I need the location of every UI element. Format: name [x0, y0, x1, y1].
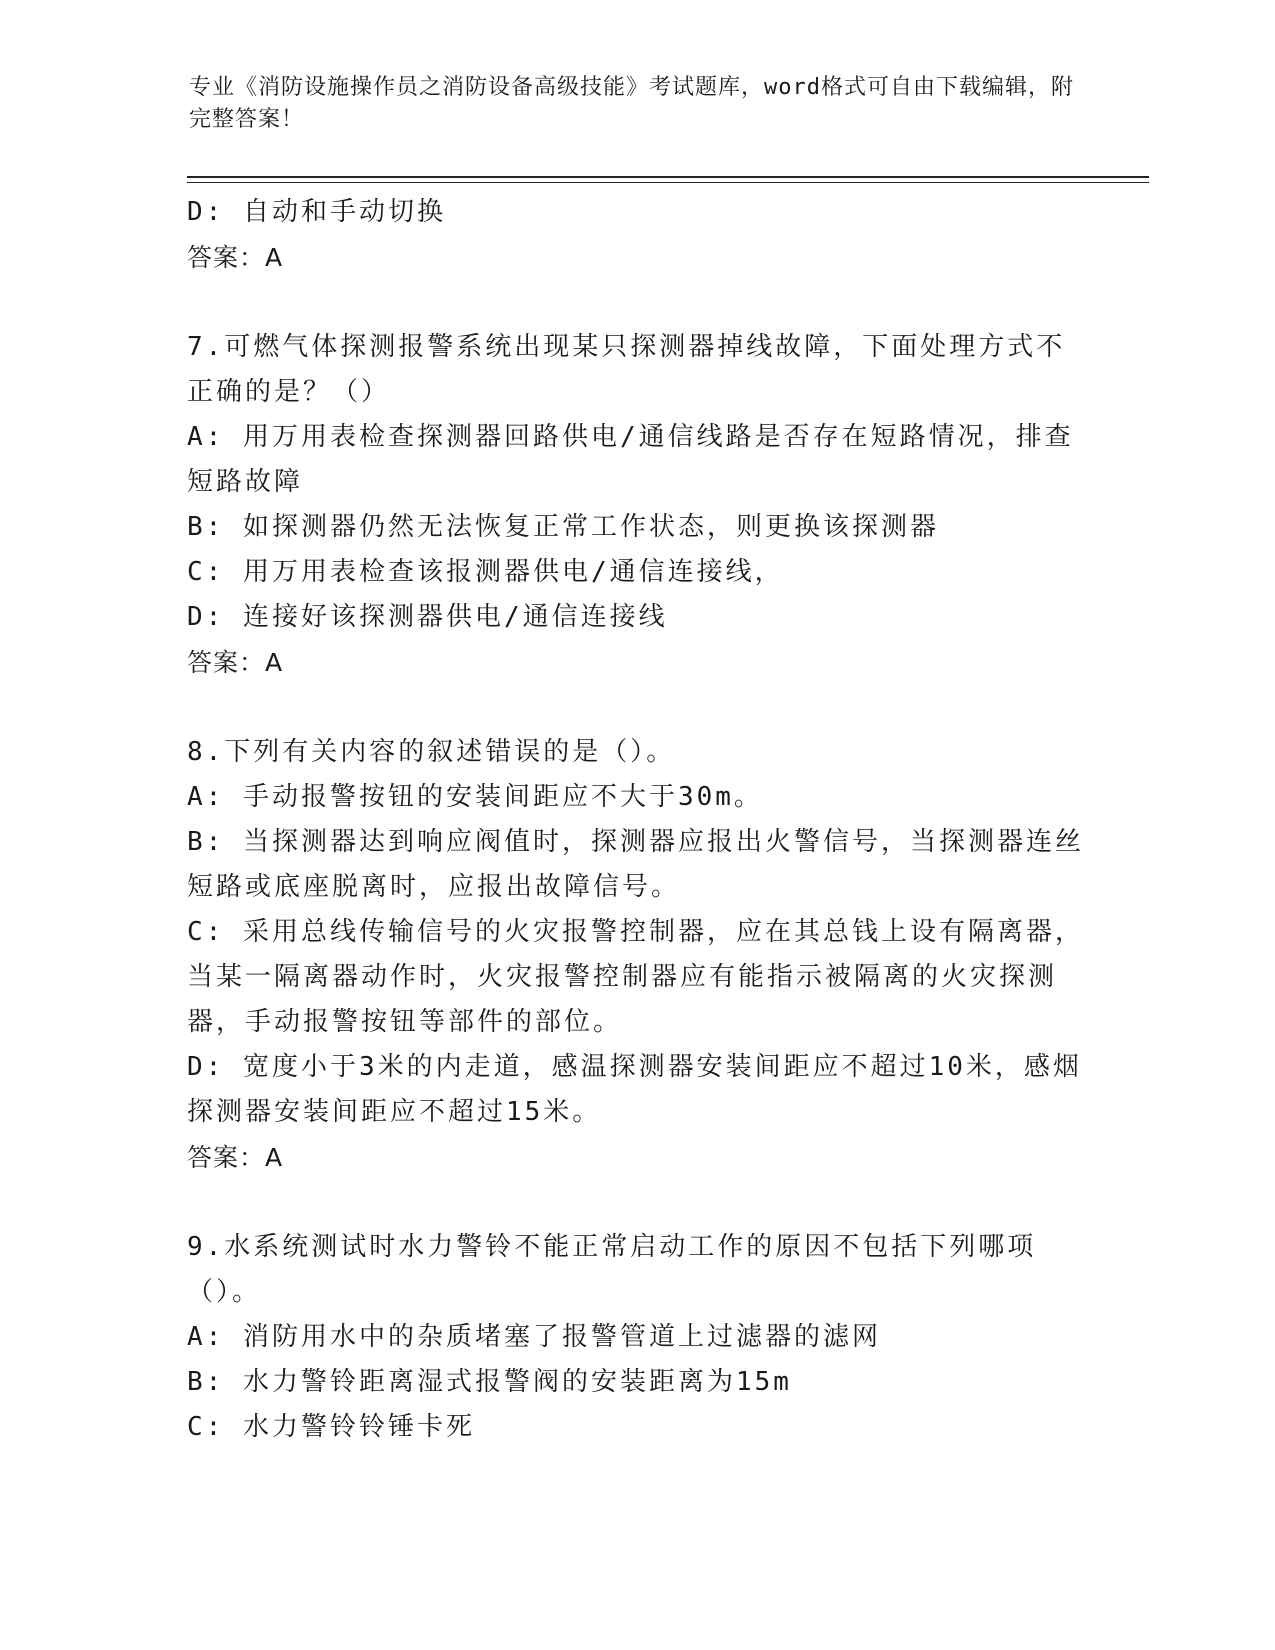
- question-content: [187, 190, 1087, 1450]
- q9-option-a: A: 消防用水中的杂质堵塞了报警管道上过滤器的滤网: [187, 1322, 881, 1352]
- q7-option-b: B: 如探测器仍然无法恢复正常工作状态，则更换该探测器: [187, 512, 939, 542]
- prev-answer: 答案：A: [187, 243, 284, 272]
- q7-question: 7.可燃气体探测报警系统出现某只探测器掉线故障，下面处理方式不正确的是？（）: [187, 332, 1066, 407]
- header-rule-thin: [187, 182, 1149, 183]
- q7-answer: 答案：A: [187, 648, 284, 677]
- q7-option-d: D: 连接好该探测器供电/通信连接线: [187, 602, 668, 632]
- q8-option-c: C: 采用总线传输信号的火灾报警控制器，应在其总钱上设有隔离器，当某一隔离器动作时，火灾报警控制器应有能指示被隔离的火灾探测器，手动报警按钮等部件的部位。: [187, 917, 1084, 1037]
- document-header: 专业《消防设施操作员之消防设备高级技能》考试题库，word格式可自由下载编辑，附完整答案！: [189, 75, 1074, 132]
- q8-option-a: A: 手动报警按钮的安装间距应不大于30m。: [187, 782, 763, 812]
- q8-option-d: D: 宽度小于3米的内走道，感温探测器安装间距应不超过10米，感烟探测器安装间距应不超过15米。: [187, 1052, 1082, 1127]
- q9-question: 9.水系统测试时水力警铃不能正常启动工作的原因不包括下列哪项（）。: [187, 1232, 1037, 1307]
- q7-option-a: A: 用万用表检查探测器回路供电/通信线路是否存在短路情况，排查短路故障: [187, 422, 1074, 497]
- q8-question: 8.下列有关内容的叙述错误的是（）。: [187, 737, 676, 767]
- spacer: [187, 280, 1087, 325]
- spacer: [187, 1180, 1087, 1225]
- q7-option-c: C: 用万用表检查该报测器供电/通信连接线，: [187, 557, 784, 587]
- q9-option-c: C: 水力警铃铃锤卡死: [187, 1412, 475, 1442]
- prev-option-d: D: 自动和手动切换: [187, 197, 446, 227]
- header-rule-thick: [187, 176, 1149, 178]
- q8-answer: 答案：A: [187, 1143, 284, 1172]
- q9-option-b: B: 水力警铃距离湿式报警阀的安装距离为15m: [187, 1367, 792, 1397]
- spacer: [187, 685, 1087, 730]
- q8-option-b: B: 当探测器达到响应阀值时，探测器应报出火警信号，当探测器连丝短路或底座脱离时，应报出故障信号。: [187, 827, 1084, 902]
